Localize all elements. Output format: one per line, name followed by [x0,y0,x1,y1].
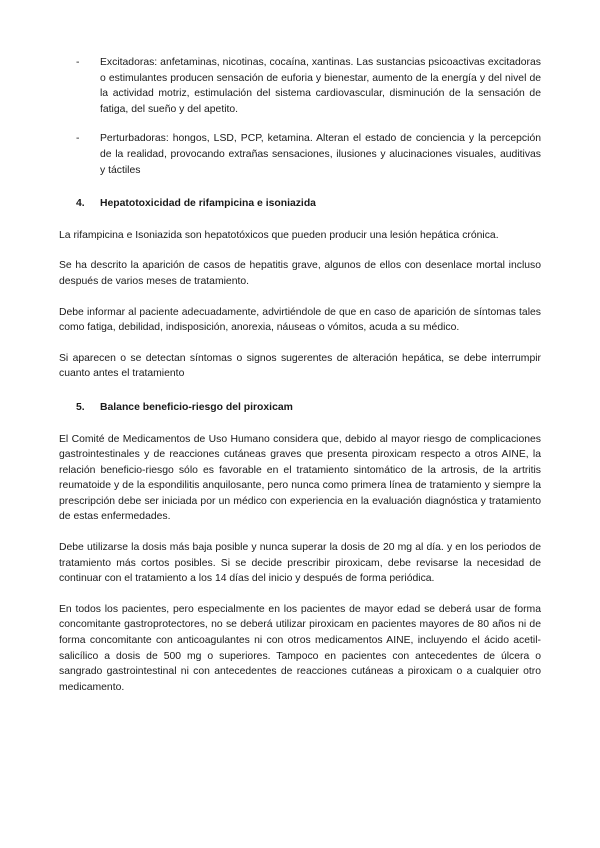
bullet-item-perturbadoras [59,131,541,178]
paragraph: Debe utilizarse la dosis más baja posible y nunca superar la dosis de 20 mg al día. y en los periodos de tratamiento más cortos posibles. Si se decide prescribir piroxicam, debe revisarse la necesidad de continuar con el tratamiento a los 14 días del inicio y después de forma periódica. [59,542,541,585]
section-title: Hepatotoxicidad de rifampicina e isoniazida [100,198,316,210]
paragraph: En todos los pacientes, pero especialmente en los pacientes de mayor edad se deberá usar de forma concomitante gastroprotectores, no se deberá utilizar piroxicam en pacientes mayores de 80 años ni de forma concomitante con anticoagulantes ni con otros medicamentos AINE, incluyendo el ácido acetil-salicílico a dosis de 500 mg o superiores. Tampoco en pacientes con antecedentes de úlcera o sangrado gastrointestinal ni con antecedentes de reacciones cutáneas a piroxicam o a cualquier otro medicamento. [59,603,541,693]
bullet-dash: - [76,133,80,145]
section-number: 4. [76,198,85,210]
paragraph: Se ha descrito la aparición de casos de hepatitis grave, algunos de ellos con desenlace mortal incluso después de varios meses de tratamiento. [59,260,541,287]
paragraph: Debe informar al paciente adecuadamente, advirtiéndole de que en caso de aparición de síntomas tales como fatiga, debilidad, indisposición, anorexia, náuseas o vómitos, acuda a su médico. [59,306,541,334]
paragraph: La rifampicina e Isoniazida son hepatotóxicos que pueden producir una lesión hepática crónica. [59,229,499,241]
bullet-item-excitadoras [59,55,541,117]
bullet-text: Excitadoras: anfetaminas, nicotinas, cocaína, xantinas. Las sustancias psicoactivas excitadoras o estimulantes producen sensación de euforia y bienestar, aumento de la energía y del nivel de la actividad motriz, estimulación del sistema cardiovascular, disminución de la sensación de fatiga, del sueño y del apetito. [100,57,541,115]
paragraph: Si aparecen o se detectan síntomas o signos sugerentes de alteración hepática, se debe interrumpir cuanto antes el tratamiento [59,352,541,380]
section-title: Balance beneficio-riesgo del piroxicam [100,401,293,413]
bullet-text: Perturbadoras: hongos, LSD, PCP, ketamina. Alteran el estado de conciencia y la percepción de la realidad, provocando extrañas sensaciones, ilusiones y alucinaciones visuales, auditivas y táctiles [100,133,541,176]
bullet-dash: - [76,57,80,68]
document-body [59,55,541,710]
section-heading-4 [59,196,541,212]
section-number: 5. [76,401,85,413]
paragraph: El Comité de Medicamentos de Uso Humano considera que, debido al mayor riesgo de complicaciones gastrointestinales y de reacciones cutáneas graves que presenta piroxicam respecto a otros AINE, la relación beneficio-riesgo sólo es favorable en el tratamiento sintomático de la artrosis, de la artritis reumatoide y de la espondilitis anquilosante, pero nunca como primera línea de tratamiento y siempre la prescripción debe ser iniciada por un médico con experiencia en la evaluación diagnóstica y tratamiento de estas enfermedades. [59,433,541,523]
section-heading-5 [59,400,541,416]
